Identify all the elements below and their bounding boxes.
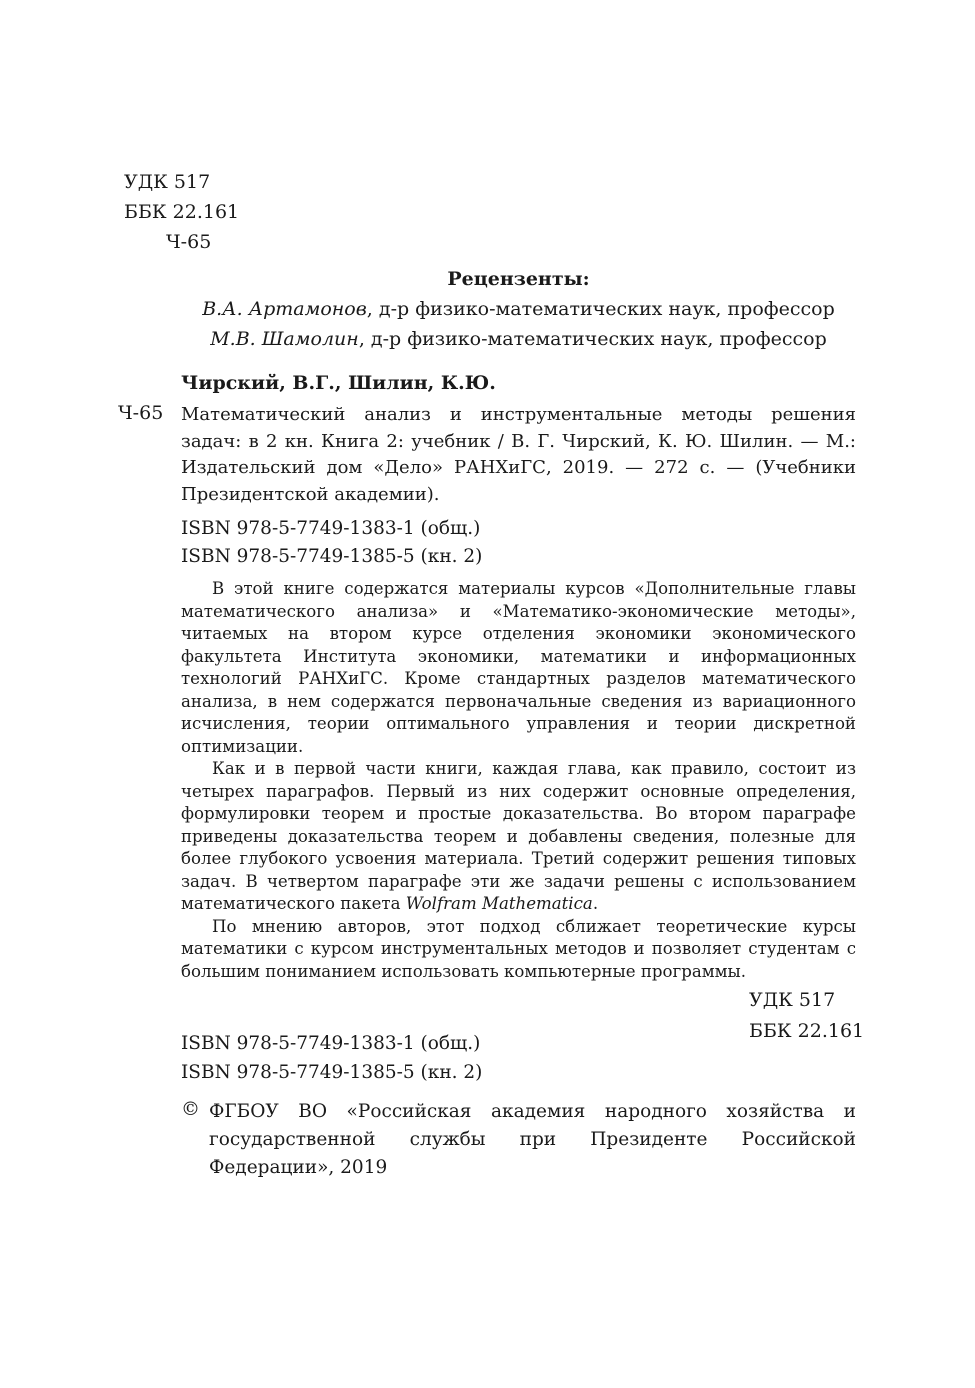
bbk-code: ББК 22.161 (124, 201, 240, 223)
classification-codes (124, 167, 239, 257)
reviewer-name: М.В. Шамолин (210, 328, 359, 350)
abstract-paragraph-3: По мнению авторов, этот подход сближает теоретические курсы математики с курсом инструментальных методов и позволяет студентам с большим пониманием использовать компьютерные программы. (181, 916, 856, 981)
reviewer-line (0, 298, 975, 320)
author-cipher: Ч-65 (118, 402, 164, 424)
reviewer-line (0, 328, 975, 350)
reviewer-title: , д-р физико-математических наук, профессор (366, 298, 835, 320)
isbn-volume-bottom: ISBN 978-5-7749-1385-5 (кн. 2) (181, 1062, 483, 1083)
isbn-volume: ISBN 978-5-7749-1385-5 (кн. 2) (181, 546, 483, 567)
bbk-code-bottom: ББК 22.161 (749, 1020, 865, 1042)
author-mark: Ч-65 (166, 231, 212, 253)
udk-code: УДК 517 (124, 171, 211, 193)
classification-codes-bottom (749, 985, 864, 1047)
bibliographic-description: Математический анализ и инструментальные методы решения задач: в 2 кн. Книга 2: учебник / В. Г. Чирский, К. Ю. Шилин. — М.: Издательский дом «Дело» РАНХиГС, 2019. — 272 с. — (Учебники Президентской академии). (181, 404, 856, 505)
abstract-paragraph-2 (181, 758, 856, 916)
software-name: Wolfram Mathematica (405, 894, 593, 913)
udk-code-bottom: УДК 517 (749, 989, 836, 1011)
reviewers-heading: Рецензенты: (447, 268, 590, 290)
abstract-paragraph-1: В этой книге содержатся материалы курсов «Дополнительные главы математического анализа» и «Математико-экономические методы», читаемых на втором курсе отделения экономики экономического факультета Института экономики, математики и информационных технологий РАНХиГС. Кроме стандартных разделов математического анализа, в нем содержатся первоначальные сведения из вариационного исчисления, теории оптимального управления и теории дискретной оптимизации. (181, 579, 856, 756)
copyright-notice: ФГБОУ ВО «Российская академия народного хозяйства и государственной службы при Президенте Российской Федерации», 2019 (209, 1101, 856, 1178)
abstract-paragraph-2-text: Как и в первой части книги, каждая глава, как правило, состоит из четырех параграфов. Первый из них содержит основные определения, формулировки теорем и простые доказательства. Во втором параграфе приведены доказательства теорем и добавлены сведения, полезные для более глубокого усвоения материала. Третий содержит решения типовых задач. В четвертом параграфе эти же задачи решены с использованием математического пакета (181, 759, 856, 913)
isbn-set-bottom: ISBN 978-5-7749-1383-1 (общ.) (181, 1033, 481, 1054)
reviewer-name: В.А. Артамонов (202, 298, 367, 320)
authors-heading: Чирский, В.Г., Шилин, К.Ю. (181, 372, 496, 394)
isbn-set: ISBN 978-5-7749-1383-1 (общ.) (181, 518, 481, 539)
abstract (181, 578, 856, 983)
abstract-paragraph-2-end: . (592, 894, 599, 913)
copyright-symbol: © (181, 1098, 200, 1120)
reviewer-title: , д-р физико-математических наук, профессор (358, 328, 827, 350)
